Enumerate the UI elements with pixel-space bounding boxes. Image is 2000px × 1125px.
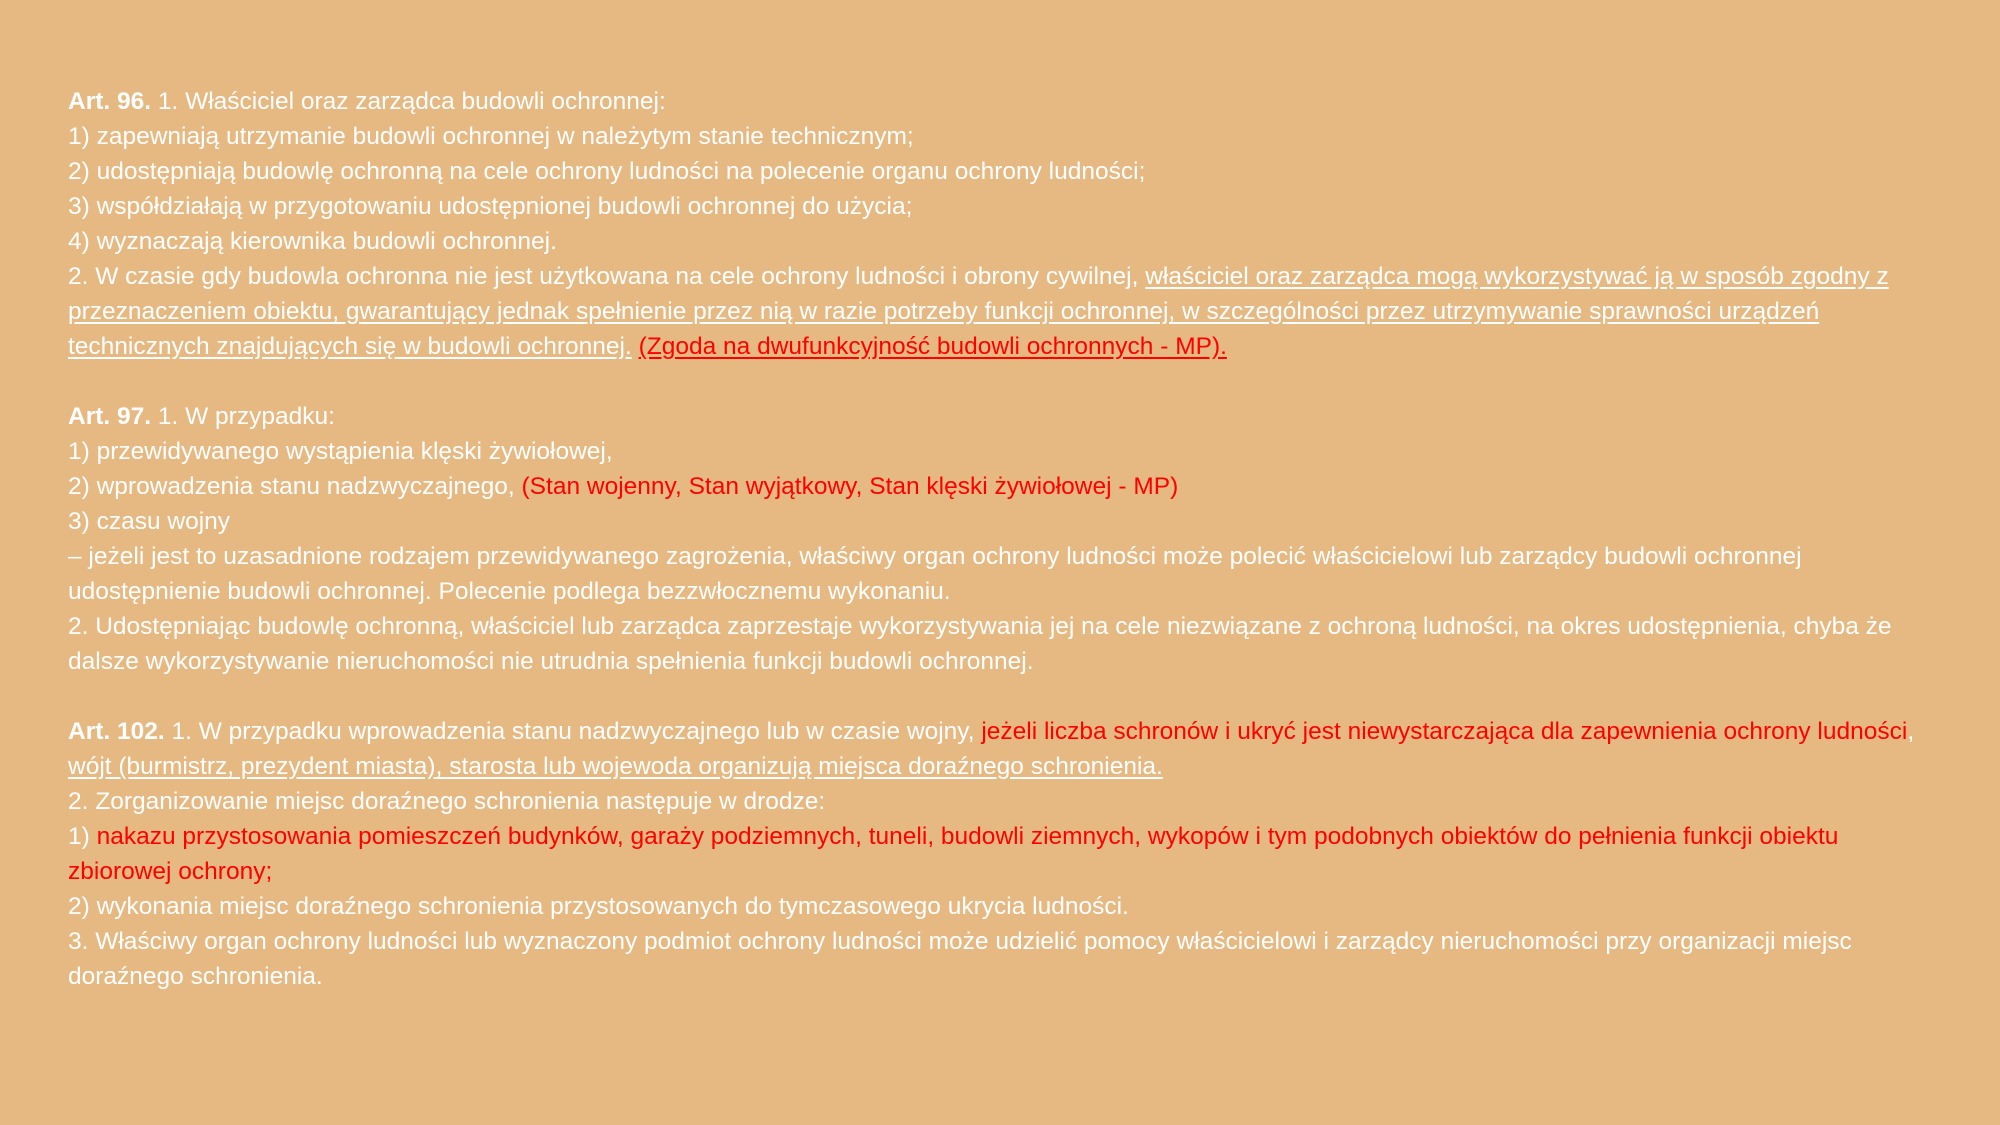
art96-item-2: 2) udostępniają budowlę ochronną na cele ochrony ludności na polecenie organu ochrony ludności; [68, 158, 1146, 185]
art96-p2-space [632, 333, 639, 360]
art96-paragraph-2 [68, 259, 1940, 364]
art96-p2-red-note: (Zgoda na dwufunkcyjność budowli ochronnych - MP). [638, 333, 1227, 360]
art97-item-2-red: (Stan wojenny, Stan wyjątkowy, Stan klęski żywiołowej - MP) [521, 473, 1179, 500]
art97-heading: Art. 97. [68, 403, 152, 430]
article-97 [68, 399, 1940, 679]
art96-item-1: 1) zapewniają utrzymanie budowli ochronnej w należytym stanie technicznym; [68, 123, 914, 150]
art102-p1-underlined: wójt (burmistrz, prezydent miasta), starosta lub wojewoda organizują miejsca doraźnego schronienia. [68, 753, 1163, 780]
article-102 [68, 714, 1940, 994]
art96-item-3: 3) współdziałają w przygotowaniu udostępnionej budowli ochronnej do użycia; [68, 193, 913, 220]
art97-item-3: 3) czasu wojny [68, 508, 231, 535]
art96-intro-line [68, 84, 1940, 119]
art96-p2-underlined: właściciel oraz zarządca mogą wykorzystywać ją w sposób zgodny z przeznaczeniem obiektu, gwarantujący jednak spełnienie przez nią w razie potrzeby funkcji ochronnej, w szczególności przez utrzymywanie sprawności urządzeń technicznych znajdujących się w budowli ochronnej. [68, 263, 1889, 360]
art102-heading: Art. 102. [68, 718, 165, 745]
art97-item-2-plain: 2) wprowadzenia stanu nadzwyczajnego, [68, 473, 522, 500]
art102-paragraph-3: 3. Właściwy organ ochrony ludności lub wyznaczony podmiot ochrony ludności może udzielić pomocy właścicielowi i zarządcy nieruchomości przy organizacji miejsc doraźnego schronienia. [68, 928, 1852, 990]
art97-intro: 1. W przypadku: [151, 403, 335, 430]
art96-intro: 1. Właściciel oraz zarządca budowli ochronnej: [151, 88, 666, 115]
art97-item-1: 1) przewidywanego wystąpienia klęski żywiołowej, [68, 438, 613, 465]
art102-paragraph-2: 2. Zorganizowanie miejsc doraźnego schronienia następuje w drodze: [68, 788, 826, 815]
art97-item-2 [68, 469, 1940, 504]
art102-item-2: 2) wykonania miejsc doraźnego schronienia przystosowanych do tymczasowego ukrycia ludności. [68, 893, 1129, 920]
art97-paragraph-2: 2. Udostępniając budowlę ochronną, właściciel lub zarządca zaprzestaje wykorzystywania jej na cele niezwiązane z ochroną ludności, na okres udostępnienia, chyba że dalsze wykorzystywanie nieruchomości nie utrudnia spełnienia funkcji budowli ochronnej. [68, 613, 1892, 675]
art102-item-1-red: nakazu przystosowania pomieszczeń budynków, garaży podziemnych, tuneli, budowli ziemnych, wykopów i tym podobnych obiektów do pełnienia funkcji obiektu zbiorowej ochrony; [68, 823, 1839, 885]
art102-item-1 [68, 819, 1940, 889]
art102-paragraph-1 [68, 714, 1940, 784]
art96-heading: Art. 96. [68, 88, 152, 115]
art102-p1-comma: , [1907, 718, 1915, 745]
art102-p1-red: jeżeli liczba schronów i ukryć jest niewystarczająca dla zapewnienia ochrony ludności [981, 718, 1908, 745]
art96-p2-plain: 2. W czasie gdy budowla ochronna nie jest użytkowana na cele ochrony ludności i obrony cywilnej, [68, 263, 1146, 290]
art102-item-1-num: 1) [68, 823, 97, 850]
art97-dash-paragraph: – jeżeli jest to uzasadnione rodzajem przewidywanego zagrożenia, właściwy organ ochrony ludności może polecić właścicielowi lub zarządcy budowli ochronnej udostępnienie budowli ochronnej. Polecenie podlega bezzwłocznemu wykonaniu. [68, 543, 1802, 605]
article-96 [68, 84, 1940, 364]
art97-intro-line [68, 399, 1940, 434]
art102-p1-plain: 1. W przypadku wprowadzenia stanu nadzwyczajnego lub w czasie wojny, [164, 718, 982, 745]
art96-item-4: 4) wyznaczają kierownika budowli ochronnej. [68, 228, 557, 255]
